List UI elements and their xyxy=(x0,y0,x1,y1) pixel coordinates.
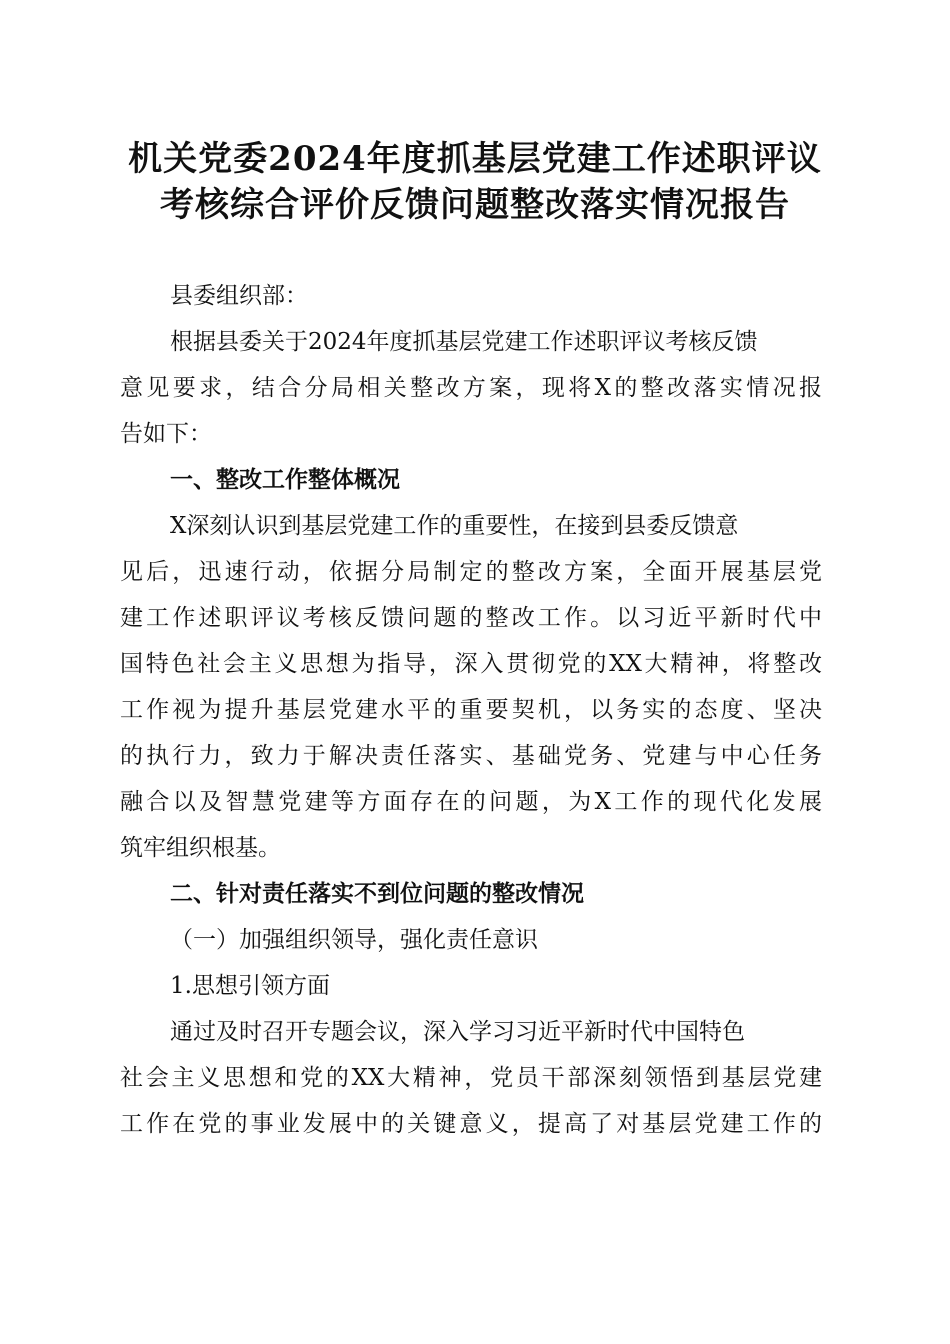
paragraph-line: 见后，迅速行动，依据分局制定的整改方案，全面开展基层党 xyxy=(120,559,822,585)
section-heading: 二、针对责任落实不到位问题的整改情况 xyxy=(170,881,584,907)
subsection-heading: （一）加强组织领导，强化责任意识 xyxy=(170,927,538,953)
paragraph-line: 通过及时召开专题会议，深入学习习近平新时代中国特色 xyxy=(170,1019,745,1045)
item-heading: 1.思想引领方面 xyxy=(170,973,330,999)
paragraph-line: 社会主义思想和党的XX大精神，党员干部深刻领悟到基层党建 xyxy=(120,1065,822,1091)
paragraph-line: 融合以及智慧党建等方面存在的问题，为X工作的现代化发展 xyxy=(120,789,822,815)
paragraph-line: 建工作述职评议考核反馈问题的整改工作。以习近平新时代中 xyxy=(120,605,822,631)
paragraph-line: 工作在党的事业发展中的关键意义，提高了对基层党建工作的 xyxy=(120,1111,822,1137)
paragraph-line: 国特色社会主义思想为指导，深入贯彻党的XX大精神，将整改 xyxy=(120,651,822,677)
paragraph-line: 工作视为提升基层党建水平的重要契机，以务实的态度、坚决 xyxy=(120,697,822,723)
document-title-line-1: 机关党委2024年度抓基层党建工作述职评议 xyxy=(128,139,822,179)
document-title-line-2: 考核综合评价反馈问题整改落实情况报告 xyxy=(160,185,790,225)
intro-line: 告如下： xyxy=(120,421,212,447)
section-heading: 一、整改工作整体概况 xyxy=(170,467,400,493)
intro-line: 根据县委关于2024年度抓基层党建工作述职评议考核反馈 xyxy=(170,329,758,355)
intro-line: 意见要求，结合分局相关整改方案，现将X的整改落实情况报 xyxy=(120,375,822,401)
salutation: 县委组织部： xyxy=(170,283,308,309)
paragraph-line: 筑牢组织根基。 xyxy=(120,835,281,861)
paragraph-line: 的执行力，致力于解决责任落实、基础党务、党建与中心任务 xyxy=(120,743,822,769)
paragraph-line: X深刻认识到基层党建工作的重要性，在接到县委反馈意 xyxy=(170,513,739,539)
